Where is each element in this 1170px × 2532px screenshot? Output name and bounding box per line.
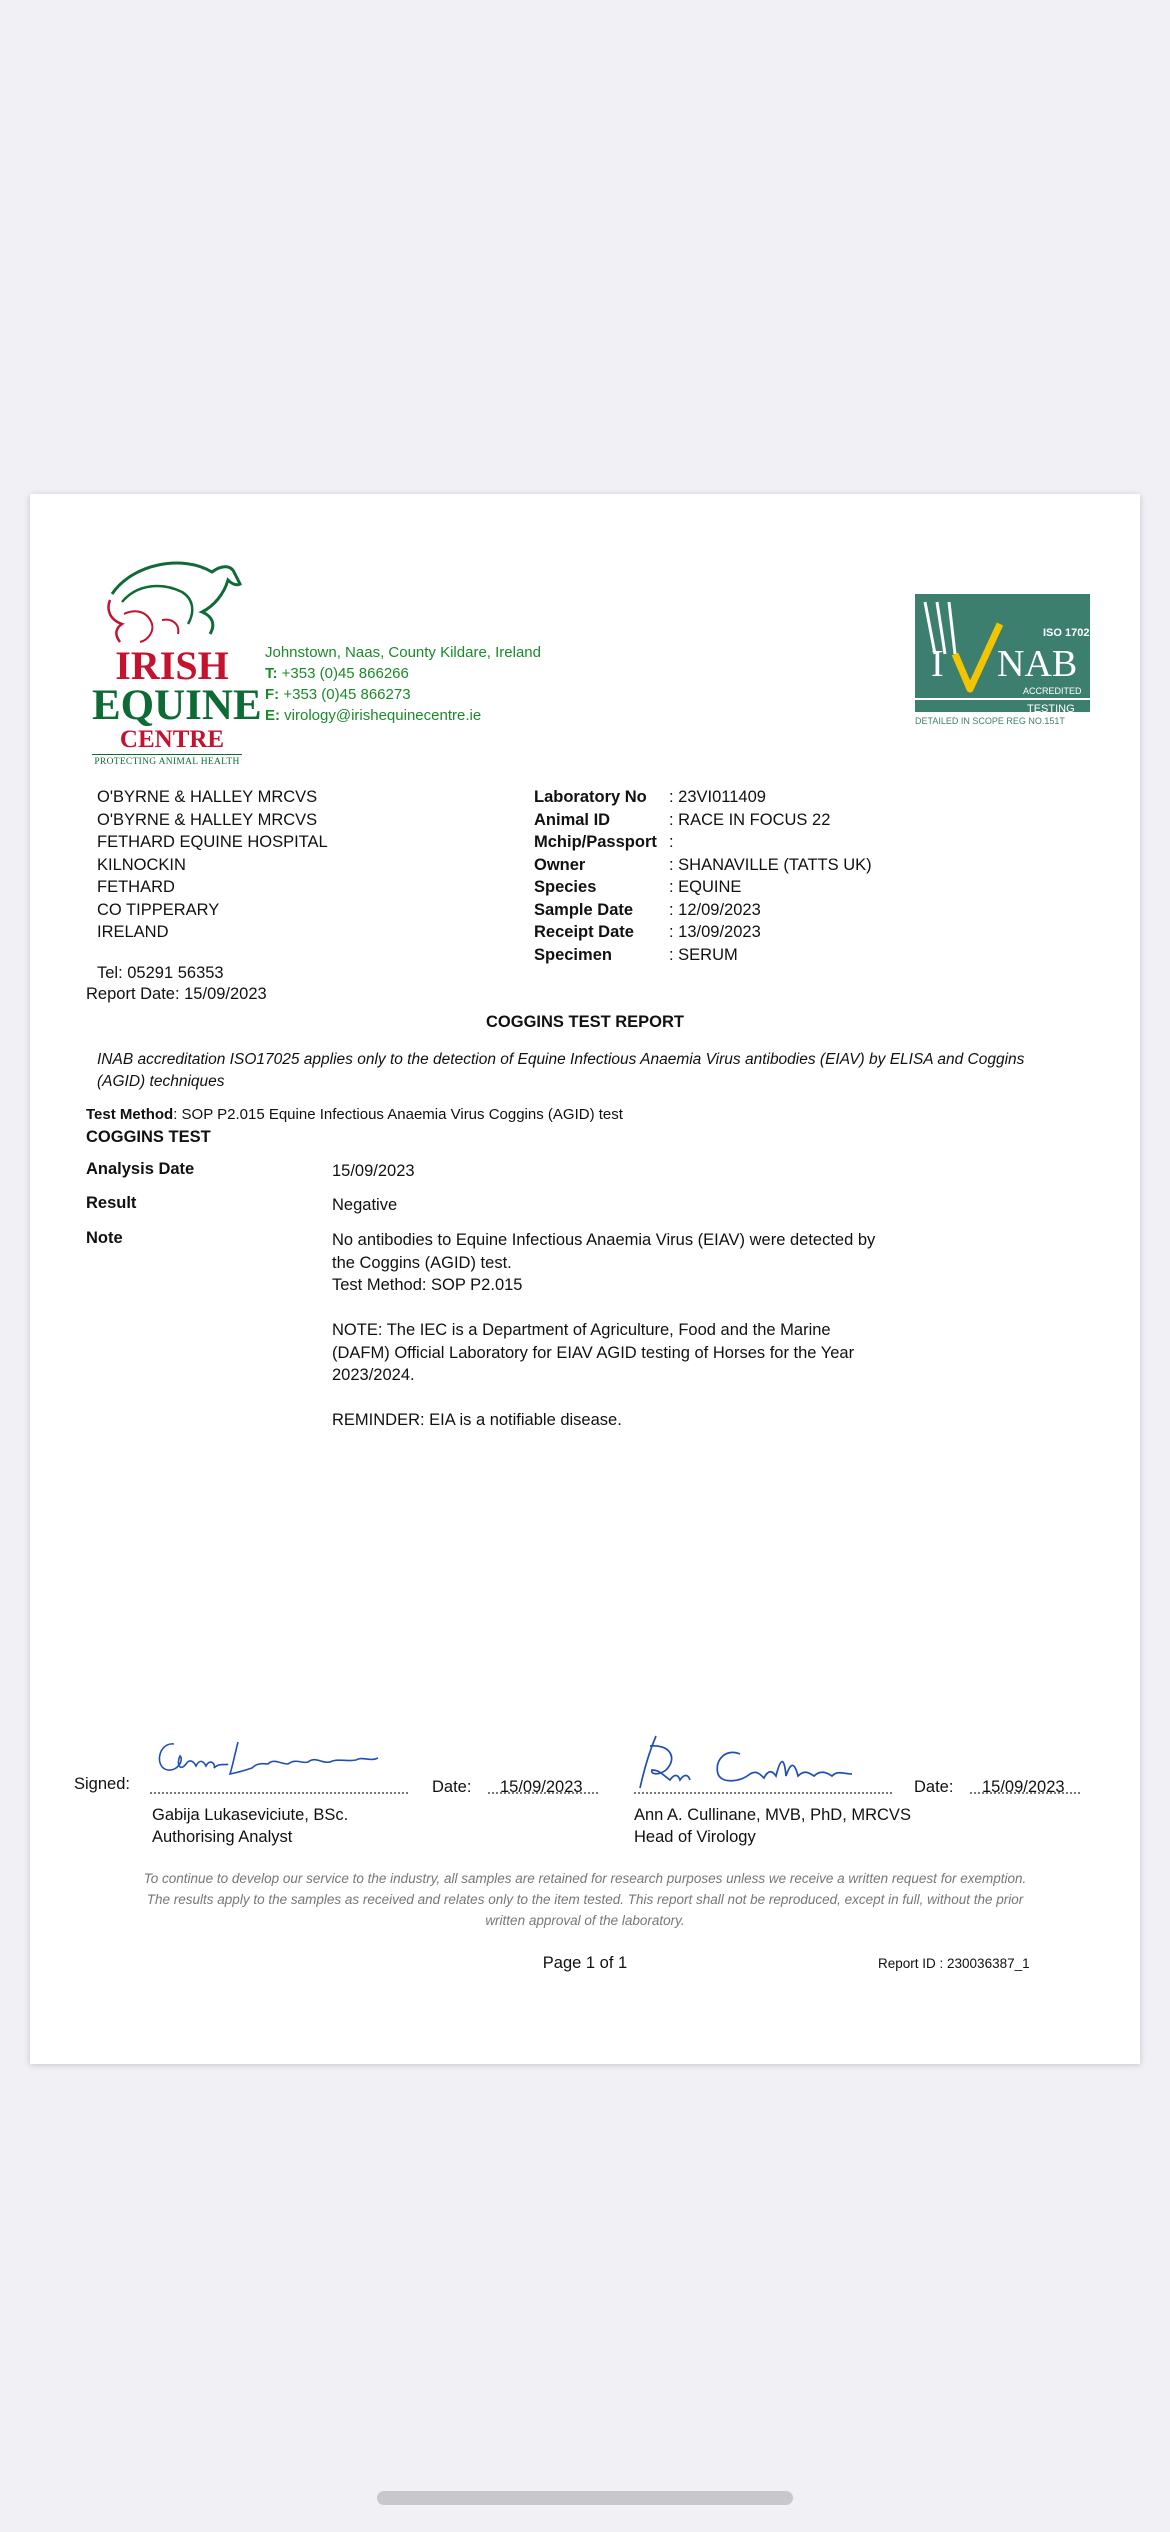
- contact-block: [265, 642, 541, 726]
- inab-iso-text: ISO 17025: [1043, 627, 1095, 639]
- note-line: NOTE: The IEC is a Department of Agriculture, Food and the Marine: [332, 1321, 831, 1339]
- lab-info-table: [534, 786, 872, 966]
- email-link[interactable]: virology@irishequinecentre.ie: [284, 707, 482, 724]
- signed-label: Signed:: [74, 1775, 130, 1793]
- note-line: Test Method: SOP P2.015: [332, 1276, 523, 1294]
- disclaimer-line: written approval of the laboratory.: [485, 1913, 685, 1928]
- note-text: [332, 1229, 932, 1432]
- right-date-value: 15/09/2023: [982, 1778, 1065, 1796]
- left-signer-role: Authorising Analyst: [152, 1828, 293, 1846]
- note-line: (DAFM) Official Laboratory for EIAV AGID testing of Horses for the Year: [332, 1343, 855, 1362]
- recipient-line: KILNOCKIN: [97, 855, 186, 874]
- inab-name-text: NAB: [997, 643, 1078, 685]
- email-line: E: virology@irishequinecentre.ie: [265, 707, 482, 724]
- inab-badge-icon: [915, 594, 1095, 724]
- right-signer-role: Head of Virology: [634, 1828, 756, 1846]
- handwritten-signature-right: [630, 1730, 900, 1792]
- left-date-value: 15/09/2023: [500, 1778, 583, 1796]
- phone-line: T: +353 (0)45 866266: [265, 665, 409, 682]
- right-signature: [630, 1730, 900, 1792]
- right-date-label: Date:: [914, 1778, 954, 1796]
- lab-info-row: Receipt Date : 13/09/2023: [534, 923, 761, 941]
- note-label: Note: [86, 1229, 123, 1247]
- lab-info-row: Owner : SHANAVILLE (TATTS UK): [534, 855, 872, 874]
- left-date-line: [488, 1792, 598, 1794]
- recipient-line: FETHARD: [97, 878, 175, 896]
- page-number: Page 1 of 1: [542, 1954, 628, 1972]
- horse-logo-icon: [92, 554, 252, 646]
- analysis-date-label: Analysis Date: [86, 1160, 195, 1178]
- lab-info-row: Specimen : SERUM: [534, 945, 738, 964]
- disclaimer: [140, 1868, 1030, 1931]
- lab-address: Johnstown, Naas, County Kildare, Ireland: [265, 644, 541, 661]
- document-page: [30, 494, 1140, 2064]
- left-date-label: Date:: [432, 1778, 472, 1796]
- result-label: Result: [86, 1194, 137, 1212]
- analysis-date-value: 15/09/2023: [332, 1162, 415, 1180]
- note-line: [332, 1297, 932, 1320]
- recipient-tel: Tel: 05291 56353: [97, 964, 224, 982]
- inab-accredited-text: ACCREDITED: [1023, 686, 1082, 696]
- recipient-line: CO TIPPERARY: [97, 900, 220, 919]
- right-signer-name: Ann A. Cullinane, MVB, PhD, MRCVS: [634, 1806, 911, 1824]
- inab-testing-text: TESTING: [1027, 703, 1075, 715]
- recipient-line: IRELAND: [97, 923, 169, 941]
- logo-irish-text: IRISH: [115, 643, 229, 688]
- home-indicator[interactable]: [377, 2491, 793, 2505]
- section-heading: COGGINS TEST: [86, 1128, 211, 1146]
- report-date: Report Date: 15/09/2023: [86, 985, 267, 1003]
- inab-scope-text: DETAILED IN SCOPE REG NO.151T: [915, 716, 1065, 724]
- result-value: Negative: [332, 1196, 398, 1214]
- left-signer-name: Gabija Lukaseviciute, BSc.: [152, 1806, 349, 1824]
- left-signature-line: [150, 1792, 408, 1794]
- right-signature-line: [634, 1792, 892, 1794]
- svg-text:I: I: [931, 643, 944, 685]
- recipient-line: FETHARD EQUINE HOSPITAL: [97, 833, 328, 851]
- report-id: Report ID : 230036387_1: [878, 1956, 1030, 1971]
- disclaimer-line: The results apply to the samples as received and relates only to the item tested. This report shall not be reproduced, except in full, without the prior: [146, 1892, 1024, 1907]
- recipient-line: O'BYRNE & HALLEY MRCVS: [97, 788, 318, 806]
- right-date-line: [970, 1792, 1080, 1794]
- note-line: [332, 1387, 932, 1410]
- lab-info-row: Laboratory No : 23VI011409: [534, 788, 766, 806]
- left-signature: [150, 1734, 410, 1790]
- logo-equine-text: EQUINE: [92, 682, 262, 729]
- disclaimer-line: To continue to develop our service to the industry, all samples are retained for research purposes unless we receive a written request for exemption.: [143, 1871, 1027, 1886]
- irish-equine-centre-logo: [92, 554, 264, 766]
- note-line: No antibodies to Equine Infectious Anaemia Virus (EIAV) were detected by: [332, 1231, 876, 1249]
- fax-line: F: +353 (0)45 866273: [265, 686, 411, 703]
- lab-info-row: Mchip/Passport :: [534, 833, 674, 851]
- report-title: COGGINS TEST REPORT: [485, 1013, 685, 1031]
- lab-info-row: Species : EQUINE: [534, 878, 742, 896]
- lab-info-row: Sample Date : 12/09/2023: [534, 900, 761, 919]
- inab-accreditation-badge: [915, 594, 1095, 729]
- lab-info-row: Animal ID : RACE IN FOCUS 22: [534, 810, 831, 829]
- note-line: REMINDER: EIA is a notifiable disease.: [332, 1411, 622, 1429]
- note-line: 2023/2024.: [332, 1366, 415, 1384]
- accreditation-note: INAB accreditation ISO17025 applies only to the detection of Equine Infectious Anaemia Virus antibodies (EIAV) by ELISA and Coggins (AGID) techniques: [97, 1051, 1025, 1090]
- test-method-line: Test Method: SOP P2.015 Equine Infectious Anaemia Virus Coggins (AGID) test: [86, 1106, 623, 1123]
- logo-centre-text: CENTRE: [119, 726, 225, 753]
- recipient-line: O'BYRNE & HALLEY MRCVS: [97, 810, 318, 829]
- handwritten-signature-left: [150, 1734, 410, 1790]
- note-line: the Coggins (AGID) test.: [332, 1253, 512, 1272]
- recipient-address: [97, 786, 328, 944]
- logo-tagline: PROTECTING ANIMAL HEALTH: [92, 754, 242, 767]
